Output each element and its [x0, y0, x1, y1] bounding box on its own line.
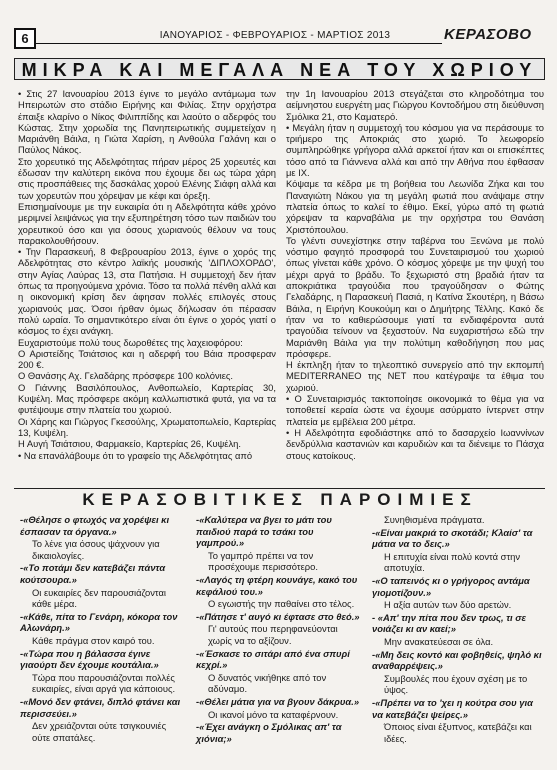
proverb-meaning: Μην ανακατεύεσαι σε όλα.: [384, 635, 494, 647]
article-paragraph: • Να επανάλάβουμε ότι το γραφείο της Αδελφότητας από: [18, 449, 253, 461]
article-paragraph: Στο χορευτικό της Αδελφότητας πήραν μέρος 25 χορευτές και έδωσαν την καλύτερη εικόνα που έχουμε δει ως τώρα χάρη στις προσπάθειες της δασκάλας χορού Ελένης Σιάφη αλλά και των χορευτών που χόρεψαν με κέφι και όρεξη.: [18, 155, 276, 201]
proverb-meaning: Δεν χρειάζονται ούτε τσιγκουνιές ούτε σπατάλες.: [32, 720, 167, 743]
article-paragraph: Η έκπληξη ήταν το τηλεοπτικό συνεργείο από την εκπομπή MEDITERRANEO της ΝΕΤ που κατέγραψε τα έθιμα του χωριού.: [286, 359, 544, 393]
section-title: ΜΙΚΡΑ ΚΑΙ ΜΕΓΑΛΑ ΝΕΑ ΤΟΥ ΧΩΡΙΟΥ: [21, 60, 538, 80]
article-paragraph: Ο Γιάννης Βασιλόπουλος, Ανθοπωλείο, Καρτερίας 30, Κυψέλη. Μας πρόσφερε ακόμη καλλωπιστικά φυτά, για να τα φυτέψουμε στην πλατεία του χωριού.: [18, 381, 276, 416]
header-rule: [36, 43, 442, 44]
proverb-quote: -«Είναι μακριά το σκοτάδι; Κλαίσ' τα μάτια να το δεις.»: [372, 526, 533, 550]
issue-date: ΙΑΝΟΥΑΡΙΟΣ - ΦΕΒΡΟΥΑΡΙΟΣ - ΜΑΡΤΙΟΣ 2013: [159, 30, 391, 41]
proverb-meaning: Γι' αυτούς που περηφανεύονται χωρίς να το αξίζουν.: [208, 623, 338, 646]
proverb-quote: -«Λαγός τη φτέρη κουνάγε, κακό του κεφάλιού του.»: [196, 573, 358, 597]
article-paragraph: την 1η Ιανουαρίου 2013 στεγάζεται στο κληροδότημα του αείμνηστου ευεργέτη μας Γιώργου Κοντοδήμου στη διεύθυνση Σμόλικα 21, στο Καματερό.: [286, 88, 544, 122]
proverb-meaning: Οι ικανοί μόνο τα καταφέρνουν.: [208, 708, 339, 720]
article-paragraph: Οι Χάρης και Γιώργος Γκεσούλης, Χρωματοπωλείο, Καρτερίας 13, Κυψέλη.: [18, 415, 276, 438]
proverb-quote: -«Θέλει μάτια για να βγουν δάκρυα.»: [196, 695, 360, 707]
proverb-quote: -«Θέλησε ο φτωχός να χορέψει κι έσπασαν τα όργανα.»: [20, 514, 170, 537]
article-paragraph: • Μεγάλη ήταν η συμμετοχή του κόσμου για να περάσουμε το τριήμερο της Αποκριάς στο χωριό. Το λεωφορείο συμπληρώθηκε γρήγορα αλλά αρκετοί ήταν και οι επισκέπτες τόσο από τα Γιάννενα αλλά και από την Αθήνα που έφθασαν με ΙΧ.: [286, 121, 544, 179]
proverb-meaning: Συμβουλές που έχουν σχέση με το ύψος.: [384, 672, 528, 696]
proverb-quote: - «Απ' την πίτα που δεν τρως, τι σε νοιάζει κι αν καεί;»: [372, 611, 526, 635]
article-paragraph: Κόψαμε τα κέδρα με τη βοήθεια του Λεωνίδα Ζήκα και του Παναγιώτη Νάκου για τη μεγάλη φωτιά που ανάψαμε στην πλατεία όπως το καλεί το έθιμο. Εκεί, γύρω από τη φωτιά χόρεψαν τα καρναβάλια με την ορχήστρα του Θανάση Χριστόπουλου.: [286, 178, 544, 235]
proverbs-column-3: [372, 514, 544, 745]
proverb-meaning: Το λένε για όσους ψάχνουν για δικαιολογίες.: [32, 538, 160, 561]
proverbs-column-2: [196, 514, 360, 745]
proverb-meaning: Ο δυνατός νικήθηκε από τον αδύναμο.: [208, 671, 327, 695]
section-title-band: [14, 58, 545, 80]
proverb-meaning: Ο εγωιστής την παθαίνει στο τέλος.: [208, 598, 355, 610]
newspaper-brand: ΚΕΡΑΣΟΒΟ: [444, 26, 532, 43]
proverb-meaning: Όποιος είναι έξυπνος, κατεβάζει και ιδέες.: [384, 721, 532, 744]
proverb-quote: -«Καλύτερα να βγει το μάτι του παιδιού παρά το τσάκι του γαμπρού.»: [196, 514, 332, 549]
article-paragraph: Ο Θανάσης Αχ. Γελαδάρης πρόσφερε 100 κολόνιες.: [18, 370, 234, 382]
proverb-quote: -«Μη δεις κοντό και φοβηθείς, ψηλό κι αναθαρρέψεις.»: [372, 648, 542, 672]
article-paragraph: • Την Παρασκευή, 8 Φεβρουαρίου 2013, έγινε ο χορός της Αδελφότητας στο κέντρο λαϊκής μουσικής 'ΔΙΠΛΟΧΟΡΔΟ', στην Αγίας Λαύρας 13, στα Πατήσια. Η συμμετοχή δεν ήταν όπως τα προηγούμενα χρόνια. Τόσο τα πολλά πένθη αλλά και η οικονομική κρίση δεν άφησαν πολλές επιλογές στους χωριανούς μας. Όσοι ήρθαν όμως δήλωσαν ότι πέρασαν πολύ ωραία. Το σημαντικότερο είναι ότι έγινε ο χορός γιατί ο κόσμος το έχει ανάγκη.: [18, 246, 276, 337]
page-number: 6: [14, 28, 36, 49]
article-column-right: [286, 88, 544, 461]
article-paragraph: Ο Αριστείδης Τσιάτσιος και η αδερφή του Βάια προσφεραν 200 €.: [18, 347, 276, 371]
article-paragraph: Επισημαίνουμε με την ευκαιρία ότι η Αδελφότητα κάθε χρόνο μεριμνεί λειψάνως για την εξυπηρέτηση τόσο των παιδιών του χορευτικού όσο και για όσους χωριανούς θέλουν να τους παρακολουθήσουν.: [18, 200, 276, 246]
article-paragraph: • Στις 27 Ιανουαρίου 2013 έγινε το μεγάλο αντάμωμα των Ηπειρωτών στο στάδιο Ειρήνης και Φιλίας. Στην ορχήστρα έπαιξε κλαρίνο ο Νίκος Φιλιππίδης και λαούτο ο αδερφός του Κώστας. Στην χορωδία της Πανηπειρωτικής συμμετείχαν η Μαριάνθη Βάιλα, η Γιώτα Χαρίση, η Ανθούλα Γαλάνη και ο Παύλος Νάκος.: [18, 88, 276, 156]
proverb-meaning: Κάθε πράγμα στον καιρό του.: [32, 634, 155, 646]
proverb-quote: -«Το ποτάμι δεν κατεβάζει πάντα κούτσουρα.»: [20, 562, 166, 585]
proverb-quote: -«Πρέπει να το 'χει η κούτρα σου για να κατεβάζει ψείρες.»: [372, 696, 533, 720]
article-column-left: [18, 88, 276, 461]
section-divider: [14, 488, 545, 489]
proverb-quote: -«Έχει ανάγκη ο Σμόλικας απ' τα χιόνια;»: [196, 721, 342, 744]
proverb-meaning: Συνηθισμένα πράγματα.: [384, 514, 485, 525]
article-paragraph: Η Αυγή Τσιάτσιου, Φαρμακείο, Καρτερίας 26, Κυψέλη.: [18, 438, 241, 450]
proverbs-title: ΚΕΡΑΣΟΒΙΤΙΚΕΣ ΠΑΡΟΙΜΙΕΣ: [82, 490, 478, 509]
proverb-meaning: Η αξία αυτών των δύο αρετών.: [384, 599, 512, 611]
article-paragraph: Ευχαριστούμε πολύ τους δωροθέτες της λαχειοφόρου:: [18, 336, 243, 348]
proverb-quote: -«Πάτησε τ' αυγό κι έφτασε στο θεό.»: [196, 610, 360, 622]
article-paragraph: • Ο Συνεταιρισμός τακτοποίησε οικονομικά το θέμα για να τοποθετεί κεραία ώστε να έχουμε ασύρματο ίντερνετ στην πλατεία με εμβέλεια 200 μέτρα.: [286, 393, 544, 427]
proverb-meaning: Τώρα που παρουσιάζονται πολλές ευκαιρίες, είναι αργά για κάποιους.: [32, 671, 176, 695]
proverb-meaning: Το γαμπρό πρέπει να τον προσέχουμε περισσότερο.: [208, 549, 318, 573]
proverb-quote: -«Κάθε, πίτα το Γενάρη, κόκορα τον Αλωνάρη.»: [20, 610, 178, 634]
proverbs-column-1: [20, 514, 184, 744]
proverb-meaning: Οι ευκαιρίες δεν παρουσιάζονται κάθε μέρα.: [32, 586, 166, 610]
article-paragraph: Το γλέντι συνεχίστηκε στην ταβέρνα του Ξενώνα με πολύ νόστιμο φαγητό προσφορά του Συνεταιρισμού του χωριού όπως γίνεται κάθε χρόνο. Ο κόσμος χόρεψε με την ψυχή του μέχρι αργά το βράδυ. Το ξεχωριστό στη βραδιά ήταν τα αποκριάτικα τραγούδια που τραγούδησαν ο Φώτης Γελαδάρης, η Παρασκευή Πασιά, η Κατίνα Σκουτέρη, η Βάσω Βάιλα, η Ειρήνη Κουκούμη και ο Δημήτρης Τέλλης. Κακό δε ήταν να το καθιερώσουμε γιατί τα ενδιαφέροντα αυτά τραγούδια τείνουν να ξεχαστούν. Να ευχαριστήσω εδώ την Μαριάνθη Βάιλα για την πολύτιμη καθοδήγηση που μας πρόσφερε.: [286, 234, 544, 359]
proverb-quote: -«Τώρα που η βάλασσα έγινε γιαούρτι δεν έχουμε κουτάλια.»: [20, 647, 159, 671]
proverb-quote: -«Ο ταπεινός κι ο γρήγορος αντάμα γιομοτίζουν.»: [372, 574, 530, 598]
proverb-quote: -«Μονό δεν φτάνει, διπλό φτάνει και περισσεύει.»: [20, 695, 181, 719]
proverb-meaning: Η επιτυχία είναι πολύ κοντά στην αποτυχία.: [384, 550, 521, 574]
proverb-quote: -«Έσκασε το σιτάρι από ένα σπυρί κεχρί.»: [196, 647, 350, 671]
article-paragraph: • Η Αδελφότητα εφοδιάστηκε από το δασαρχείο Ιωαννίνων δενδρύλλια καστανιών και καρυδιών και τα διένειμε το Πάσχα στους κατοίκους.: [286, 426, 544, 461]
